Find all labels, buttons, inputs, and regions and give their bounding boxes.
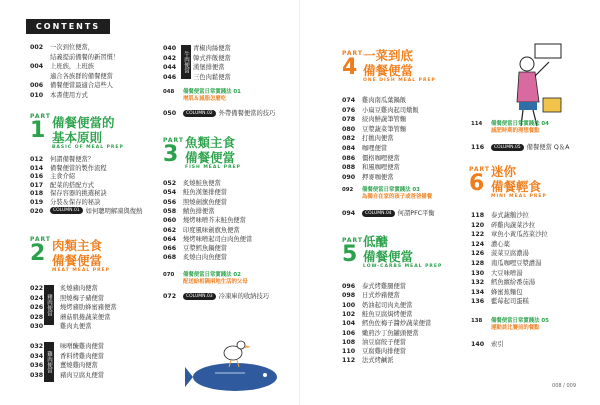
note-title: 增肌＆減脂怎麼吃 [183, 96, 227, 102]
part-5-heading [342, 237, 363, 266]
page-number: 044 [163, 64, 177, 71]
entry-title: 外帶備餐便當的技巧 [218, 110, 276, 117]
page-number: 132 [471, 279, 485, 287]
page-number: 040 [163, 45, 177, 52]
entry-title: 冷凍庫的收納技巧 [218, 293, 270, 300]
page-number: 086 [342, 154, 356, 162]
page-number: 128 [471, 260, 485, 267]
toc-entry [30, 352, 104, 361]
entry-title: 何謂備餐便當？ [50, 156, 95, 163]
page-number: 050 [163, 110, 177, 117]
person-illustration [505, 40, 575, 130]
toc-entry [342, 301, 412, 310]
entry-title: 菠菜豆腐濃湯 [491, 250, 529, 258]
part-label: PART [469, 166, 490, 173]
toc-entry [30, 72, 113, 81]
entry-title: 照燒梅子豬便當 [60, 294, 105, 302]
page-number: 054 [163, 189, 177, 197]
page-number: 062 [163, 226, 177, 234]
entry-title: 燒烤味噌起司白肉魚便當 [183, 235, 253, 243]
part-3-heading [163, 137, 184, 166]
column-badge: COLUMN.03 [183, 293, 216, 300]
toc-entry [342, 310, 412, 319]
toc-entry [30, 322, 91, 331]
toc-entry [30, 91, 88, 100]
page-number: 068 [163, 254, 177, 262]
page-number: 016 [30, 173, 44, 181]
page-number: 122 [471, 231, 485, 239]
page-number: 102 [342, 310, 356, 318]
page-number: 004 [30, 63, 44, 70]
entry-title: 香料烤雞肉便當 [60, 352, 105, 360]
part-subtitle: ONE DISH MEAL PREP [363, 78, 436, 83]
entry-title: 一次到位便當， [50, 44, 95, 51]
entry-title: 三色肉鬆便當 [193, 73, 231, 81]
entry-title: 分裝＆保存的秘訣 [50, 199, 101, 206]
part-subtitle: MINI MEAL PREP [491, 194, 547, 199]
toc-entry [471, 240, 510, 249]
page-number: 118 [471, 212, 485, 219]
page-number: 026 [30, 304, 44, 311]
toc-entry [471, 230, 548, 239]
toc-entry [30, 371, 104, 380]
part-label: PART [30, 236, 51, 243]
entry-title: 和風咖哩便當 [362, 164, 400, 172]
page-number: 018 [30, 190, 44, 198]
entry-title: 蜂蜜蕉麵包 [491, 288, 523, 296]
entry-title: 南瓜咖哩豆漿濃湯 [491, 260, 542, 267]
toc-entry [163, 73, 231, 82]
page-number: 058 [163, 207, 177, 215]
page-number: 028 [30, 313, 44, 321]
entry-title: 藍莓起司蛋糕 [491, 298, 529, 306]
entry-title: 法式烤鹹派 [362, 357, 394, 365]
part-title-line-2: 備餐輕食 [491, 179, 542, 194]
part-subtitle: FISH MEAL PREP [185, 165, 241, 170]
entry-title: 打拋肉便當 [362, 135, 394, 143]
toc-entry [163, 179, 221, 188]
page-number: 066 [163, 245, 177, 253]
entry-title: 鱈魚繽紛番茄湯 [491, 279, 536, 287]
sidebar-pork: 豬肉便當 [44, 285, 54, 325]
entry-title: 適合各族群的備餐便當 [50, 72, 113, 80]
toc-entry [471, 221, 535, 230]
page-number: 106 [342, 329, 356, 337]
entry-title: 備餐便當 Q＆A [526, 144, 570, 151]
column-badge: COLUMN.01 [50, 207, 83, 214]
page-number: 038 [30, 371, 44, 379]
practice-note [163, 89, 241, 103]
toc-entry [471, 340, 504, 349]
entry-title: 燒烤味噌芥末鮭魚便當 [183, 217, 246, 225]
part-number: 1 [30, 118, 46, 143]
toc-entry [471, 278, 535, 287]
page-number: 088 [342, 164, 356, 172]
toc-entry [471, 249, 529, 258]
part-title-line-1: 低醣 [363, 234, 389, 249]
toc-entry [342, 163, 400, 172]
toc-entry [342, 173, 393, 182]
toc-entry [30, 361, 98, 370]
part-label: PART [342, 237, 363, 244]
part-6-title [491, 164, 547, 199]
entry-title: 鮭魚漢堡排便當 [183, 189, 228, 197]
page-number: 116 [471, 144, 485, 151]
part-number: 5 [342, 242, 358, 267]
page-number: 012 [30, 156, 44, 163]
entry-title: 青椒肉絲便當 [193, 45, 231, 52]
toc-entry [30, 43, 94, 52]
part-4-title [363, 48, 436, 83]
page-numbers: 008 / 009 [552, 383, 576, 389]
page-number: 094 [342, 210, 356, 217]
entry-title: 豆腐雞肉排便當 [362, 348, 407, 356]
sidebar-beef: 牛肉便當 [181, 45, 191, 79]
entry-title: 鯖魚排便當 [183, 207, 215, 215]
toc-entry [30, 284, 98, 293]
toc-entry [342, 338, 406, 347]
page-number: 070 [163, 272, 175, 278]
toc-entry [342, 356, 393, 365]
toc-entry [342, 115, 406, 124]
page-number: 048 [163, 89, 175, 95]
entry-title: 濃心薬 [491, 240, 510, 248]
entry-title: 炙燒白肉魚便當 [183, 254, 228, 262]
entry-title: 備餐便當最適合這些人 [50, 82, 113, 89]
entry-title: 結義提前備餐的新習慣！ [50, 53, 120, 61]
page-number: 090 [342, 173, 356, 181]
part-title-line-1: 一菜到底 [363, 48, 414, 63]
page-number: 092 [342, 187, 354, 193]
entry-title: 保存容器的挑選秘訣 [50, 190, 107, 198]
page-number: 046 [163, 73, 177, 81]
page-number: 104 [342, 320, 356, 328]
page-number: 060 [163, 217, 177, 225]
page-number: 140 [471, 341, 485, 348]
part-4-heading [342, 50, 363, 79]
entry-title: 主食介紹 [50, 173, 76, 181]
entry-title: 上班族，上班族 [50, 63, 95, 70]
part-1-title [52, 115, 124, 150]
note-label: 備餐便當日常實踐法 01 [183, 89, 241, 95]
part-title-line-2: 基本原則 [52, 130, 103, 145]
toc-entry [342, 96, 406, 105]
part-label: PART [30, 113, 51, 120]
toc-entry [471, 288, 522, 297]
entry-title: 絞肉鮮蔬筆管麵 [362, 116, 407, 124]
page-number: 030 [30, 323, 44, 330]
column-badge: COLUMN.04 [362, 210, 395, 217]
part-label: PART [342, 50, 363, 57]
page-number: 098 [342, 292, 356, 300]
toc-entry [342, 144, 387, 153]
column-badge: COLUMN.05 [491, 144, 524, 151]
part-title-line-1: 魚類主食 [185, 135, 236, 150]
entry-title: 押麥咖便當 [362, 173, 394, 181]
column-badge: COLUMN.02 [183, 110, 216, 117]
entry-title: 備餐便當的製作流程 [50, 164, 107, 172]
entry-title: 豬肉豆腐丸便當 [60, 371, 105, 379]
entry-title: 僵格咖哩便當 [362, 154, 400, 162]
toc-entry [163, 44, 231, 53]
page-number: 036 [30, 362, 44, 369]
page-number: 130 [471, 269, 485, 277]
entry-title: 配菜的搭配方式 [50, 181, 95, 189]
toc-entry [163, 54, 231, 63]
note-title: 為獨自在家的孩子或爸爸備餐 [362, 194, 433, 200]
toc-entry [342, 209, 435, 218]
entry-title: 索引 [491, 341, 504, 348]
part-6-heading [469, 166, 490, 195]
entry-title: 韓式拌飯便當 [193, 54, 231, 62]
toc-entry [342, 134, 393, 143]
toc-entry [471, 297, 529, 306]
entry-title: 鱈魚佐梅子醬炒蔬菜便當 [362, 320, 432, 328]
toc-entry [471, 211, 529, 220]
part-number: 3 [163, 142, 179, 167]
page-number: 124 [471, 240, 485, 248]
toc-entry [342, 347, 406, 356]
page-number: 064 [163, 235, 177, 243]
page-number: 126 [471, 250, 485, 258]
part-3-title [185, 135, 241, 170]
toc-entry [163, 292, 269, 301]
toc-entry [30, 207, 142, 216]
entry-title: 碎雞肉蔬菜沙拉 [491, 221, 536, 229]
toc-entry [342, 106, 419, 115]
page-number: 056 [163, 198, 177, 206]
note-label: 備餐便當日常實踐法 04 [491, 121, 549, 127]
entry-title: 油豆腐餃子便當 [362, 338, 407, 346]
page-number: 134 [471, 288, 485, 296]
toc-entry [163, 216, 246, 225]
toc-entry [342, 319, 431, 328]
part-subtitle: BASIC OF MEAL PREP [52, 145, 124, 150]
page-number: 114 [471, 121, 483, 127]
entry-title: 雞肉南瓜葉鍋飯 [362, 97, 407, 104]
page-number: 006 [30, 82, 44, 89]
toc-entry [163, 226, 240, 235]
toc-entry [30, 313, 110, 322]
page-number: 010 [30, 91, 44, 99]
page-number: 138 [471, 318, 483, 324]
part-number: 6 [469, 171, 485, 196]
page-number: 078 [342, 116, 356, 124]
toc-entry [342, 125, 406, 134]
entry-title: 日式炒豬便當 [362, 292, 400, 300]
entry-title: 嫩煎沙丁魚罐頭便當 [362, 329, 419, 337]
note-title: 配送給相隔兩地生活的父母 [183, 279, 248, 285]
practice-note [342, 187, 432, 201]
entry-title: 印度風味劍旗魚便當 [183, 226, 240, 234]
page-number: 082 [342, 135, 356, 143]
entry-title: 蘑菇肌捲蔬菜便當 [60, 313, 111, 321]
part-title-line-2: 備餐便當 [363, 249, 414, 264]
page-number: 034 [30, 352, 44, 360]
entry-title: 味噌醃雞肉便當 [60, 343, 105, 350]
page-number: 042 [163, 54, 177, 62]
toc-entry [30, 62, 94, 71]
entry-title: 漢堡排便當 [193, 64, 225, 71]
part-2-heading [30, 236, 51, 265]
entry-title: 何謂PFC平衡 [397, 210, 435, 217]
page-number: 017 [30, 181, 44, 189]
entry-title: 炙燒豬肉便當 [60, 285, 98, 292]
toc-entry [30, 303, 117, 312]
entry-title: 泰式蔬鵝沙拉 [491, 212, 529, 219]
entry-title: 豆漿鱈魚鍋便當 [183, 245, 228, 253]
toc-entry [163, 63, 224, 72]
entry-title: 咖哩便當 [362, 145, 388, 152]
toc-entry [342, 282, 406, 291]
page-number: 136 [471, 298, 485, 306]
page-number: 100 [342, 301, 356, 309]
toc-entry [30, 53, 119, 62]
note-title: 減肥時期的理想餐點 [491, 128, 540, 134]
entry-title: 雞肉丸便當 [60, 323, 92, 330]
entry-title: 照燒劍旗魚便當 [183, 198, 228, 206]
contents-header: CONTENTS [26, 19, 110, 34]
note-label: 備餐便當日常實踐法 02 [183, 272, 241, 278]
part-title-line-1: 備餐便當的 [52, 115, 115, 130]
page-number: 019 [30, 199, 44, 206]
part-title-line-2: 備餐便當 [363, 63, 414, 78]
page-number: 110 [342, 348, 356, 356]
fish-bird-illustration [185, 335, 290, 395]
page-number: 014 [30, 164, 44, 172]
toc-entry [163, 207, 214, 216]
page-gutter [299, 0, 300, 405]
part-label: PART [163, 137, 184, 144]
entry-title: 大豆味噌湯 [491, 269, 523, 277]
page-number: 024 [30, 294, 44, 302]
page-number: 022 [30, 285, 44, 292]
toc-entry [163, 244, 227, 253]
toc-entry [30, 81, 113, 90]
part-title-line-2: 備餐便當 [185, 150, 236, 165]
toc-entry [30, 342, 104, 351]
toc-entry [342, 154, 400, 163]
entry-title: 炙燒鮭魚便當 [183, 180, 221, 187]
page-number: 076 [342, 106, 356, 114]
page-number: 002 [30, 44, 44, 51]
page-number: 096 [342, 283, 356, 290]
part-subtitle: MEAT MEAL PREP [52, 268, 110, 273]
page-number: 074 [342, 97, 356, 104]
note-title: 運動員比賽前的餐點 [491, 325, 540, 331]
toc-entry [471, 143, 569, 152]
part-title-line-1: 迷你 [491, 164, 517, 179]
entry-title: 章魚小黃瓜蒸菜沙拉 [491, 231, 548, 239]
toc-entry [30, 294, 104, 303]
page-number: 084 [342, 145, 356, 152]
entry-title: 燒烤豬肋蜂蜜豬便當 [60, 304, 117, 311]
note-label: 備餐便當日常實踐法 05 [491, 318, 549, 324]
page-number: 052 [163, 180, 177, 187]
entry-title: 小扁豆雞肉起司燉飯 [362, 106, 419, 114]
page-number: 112 [342, 357, 356, 365]
part-number: 4 [342, 55, 358, 80]
part-title-line-1: 肉類主食 [52, 238, 103, 253]
practice-note [471, 318, 549, 332]
toc-entry [342, 291, 400, 300]
practice-note [471, 121, 549, 135]
page-number: 108 [342, 338, 356, 346]
part-2-title [52, 238, 110, 273]
toc-entry [163, 253, 227, 262]
toc-entry [163, 198, 227, 207]
toc-entry [471, 259, 541, 268]
entry-title: 奶油起司肉丸便當 [362, 301, 413, 309]
part-number: 2 [30, 241, 46, 266]
entry-title: 薑燒雞肉便當 [60, 362, 98, 369]
entry-title: 本書使用方式 [50, 91, 88, 99]
practice-note [163, 272, 248, 286]
toc-entry [342, 329, 419, 338]
page-number: 080 [342, 125, 356, 133]
part-1-heading [30, 113, 51, 142]
toc-entry [163, 188, 227, 197]
part-title-line-2: 備餐便當 [52, 253, 103, 268]
page-number: 032 [30, 343, 44, 350]
note-label: 備餐便當日常實踐法 03 [362, 187, 420, 193]
toc-entry [471, 269, 522, 278]
page-number: 072 [163, 293, 177, 300]
entry-title: 泰式烤雞腿便當 [362, 283, 407, 290]
page-number: 020 [30, 207, 44, 215]
entry-title: 如何聰明解凍與復熱 [85, 207, 143, 215]
toc-entry [163, 235, 252, 244]
part-5-title [363, 234, 442, 269]
sidebar-chicken: 雞肉便當 [44, 342, 54, 382]
entry-title: 豆漿蔬菜筆管麵 [362, 125, 407, 133]
entry-title: 鮭魚豆腐焗烤便當 [362, 310, 413, 318]
toc-entry [163, 109, 275, 118]
page-number: 120 [471, 221, 485, 229]
part-subtitle: LOW-CARBS MEAL PREP [363, 264, 443, 269]
